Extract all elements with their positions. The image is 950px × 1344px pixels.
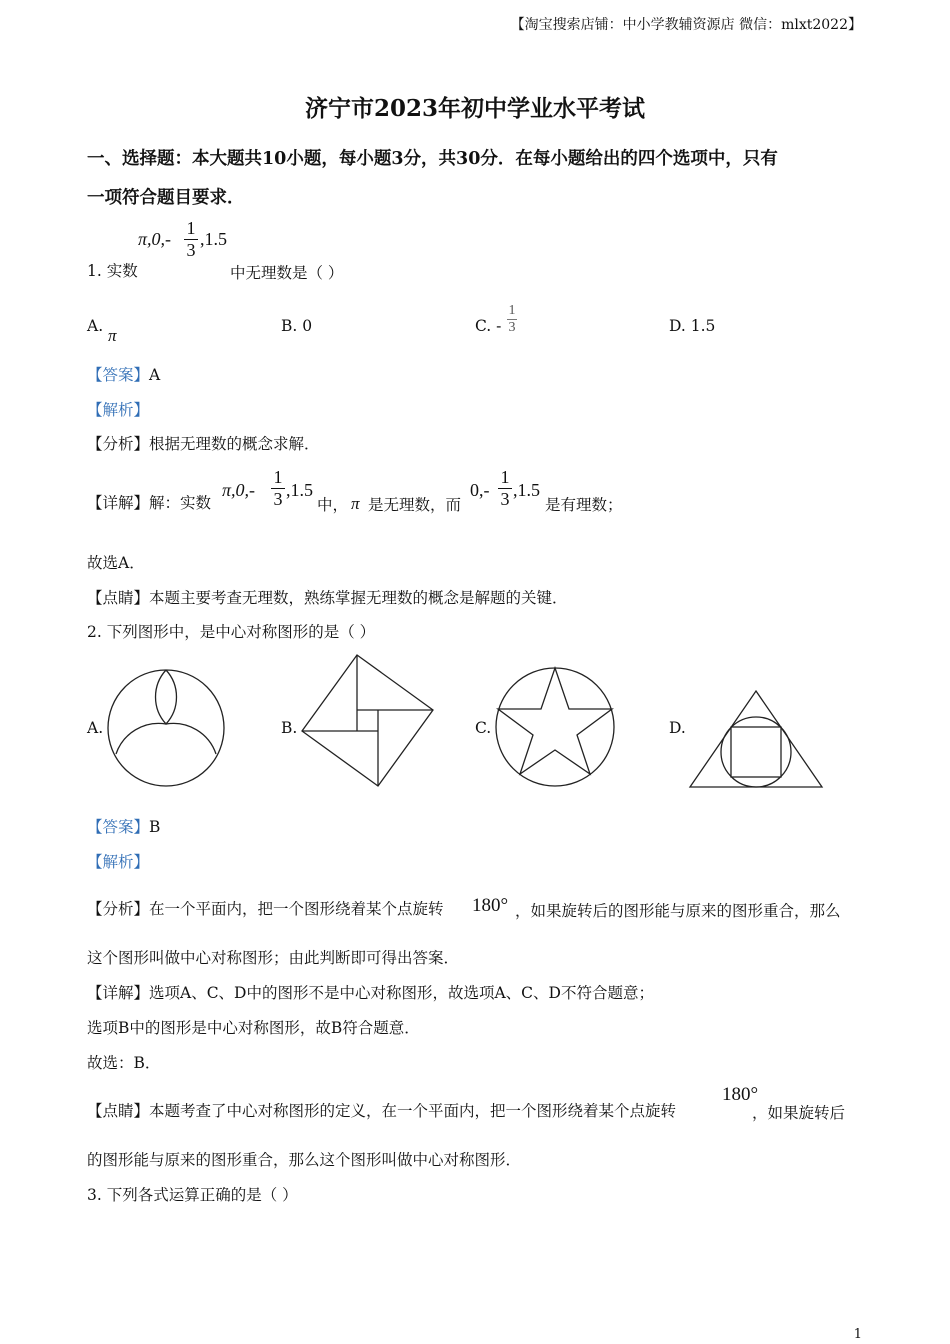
q1-option-a: A.	[87, 317, 104, 335]
q2-figure-a	[106, 668, 226, 788]
q1-stem-prefix: 1. 实数	[87, 262, 138, 280]
q1-xiangjie-suffix: 是有理数；	[545, 496, 623, 514]
q2-fenxi-suffix: ，如果旋转后的图形能与原来的图形重合，那么	[515, 902, 841, 920]
q1-xiangjie-expr1-right: ,1.5	[286, 480, 313, 500]
section-heading-line1: 一、选择题：本大题共10小题，每小题3分，共30分．在每小题给出的四个选项中，只有	[87, 149, 778, 169]
q2-answer-line	[87, 817, 160, 837]
q2-xiangjie1: 【详解】选项A、C、D中的图形不是中心对称图形，故选项A、C、D不符合题意；	[87, 984, 654, 1002]
q2-dianjing-line2: 的图形能与原来的图形重合，那么这个图形叫做中心对称图形．	[87, 1151, 522, 1169]
q2-figure-c	[494, 666, 616, 788]
q1-xiangjie-fraction1: 1 3	[271, 467, 285, 510]
q1-fenxi: 【分析】根据无理数的概念求解．	[87, 435, 320, 453]
header-note: 【淘宝搜索店铺：中小学教辅资源店 微信：mlxt2022】	[510, 17, 862, 33]
q2-guxuan: 故选：B．	[87, 1054, 161, 1072]
q1-guxuan: 故选A．	[87, 554, 145, 572]
q1-xiangjie-expr2-left: 0,-	[470, 480, 490, 500]
q2-dianjing-prefix: 【点睛】本题考查了中心对称图形的定义，在一个平面内，把一个图形绕着某个点旋转	[87, 1102, 677, 1120]
q1-option-a-value: π	[108, 326, 117, 345]
q1-option-c: C. -	[475, 317, 502, 335]
q2-fenxi-prefix: 【分析】在一个平面内，把一个图形绕着某个点旋转	[87, 900, 444, 918]
q2-option-c: C.	[475, 719, 492, 737]
q2-dianjing-suffix: ，如果旋转后	[752, 1104, 846, 1122]
q2-xiangjie2: 选项B中的图形是中心对称图形，故B符合题意．	[87, 1019, 420, 1037]
q2-figure-d	[689, 690, 825, 790]
q1-option-c-fraction: 1 3	[508, 303, 516, 335]
q2-analysis-tag: 【解析】	[87, 853, 150, 871]
q3-stem: 3. 下列各式运算正确的是（ ）	[87, 1186, 298, 1204]
q1-expr-right: ,1.5	[200, 229, 227, 249]
q1-xiangjie-pi: π	[351, 494, 360, 513]
q1-xiangjie-expr1-left: π,0,-	[222, 480, 256, 500]
q2-fenxi-line2: 这个图形叫做中心对称图形；由此判断即可得出答案．	[87, 949, 460, 967]
figure-c-circle	[496, 668, 614, 786]
q1-frac-den: 3	[186, 240, 196, 260]
q1-analysis-tag: 【解析】	[87, 401, 150, 419]
q1-frac-num: 1	[186, 218, 196, 238]
figure-d-triangle	[690, 691, 822, 787]
page-number: 1	[853, 1327, 862, 1342]
q1-xiangjie-mid1: 中，	[317, 496, 349, 514]
q1-dianjing: 【点睛】本题主要考查无理数，熟练掌握无理数的概念是解题的关键．	[87, 589, 568, 607]
q2-dianjing-angle: 180°	[722, 1084, 759, 1105]
q1-xiangjie-prefix: 【详解】解：实数	[87, 494, 212, 512]
q1-option-d: D. 1.5	[669, 317, 716, 335]
q1-xiangjie-fraction2: 1 3	[498, 467, 512, 510]
answer-tag: 【答案】	[87, 366, 150, 384]
q1-xiangjie-expr2-right: ,1.5	[513, 480, 540, 500]
figure-b-square	[302, 655, 433, 786]
q2-option-d: D.	[669, 719, 686, 737]
q1-fraction	[184, 218, 198, 261]
page-title: 济宁市2023年初中学业水平考试	[304, 95, 645, 122]
figure-d-square	[731, 727, 781, 777]
section-heading-line2: 一项符合题目要求．	[87, 188, 245, 208]
q2-option-b: B.	[281, 719, 298, 737]
answer-tag: 【答案】	[87, 818, 150, 836]
q2-option-a: A.	[87, 719, 104, 737]
figure-a-circle	[108, 670, 224, 786]
q1-answer-line	[87, 365, 160, 385]
q1-stem-suffix: 中无理数是（ ）	[230, 264, 344, 282]
q1-expr-left: π,0,-	[138, 229, 172, 249]
q1-option-b: B. 0	[281, 317, 313, 335]
q1-answer: A	[149, 366, 161, 384]
q2-stem: 2. 下列图形中，是中心对称图形的是（ ）	[87, 623, 376, 641]
q1-xiangjie-mid2: 是无理数，而	[368, 496, 462, 514]
q2-figure-b	[300, 653, 436, 789]
q2-answer: B	[149, 818, 161, 836]
q2-fenxi-angle: 180°	[472, 895, 509, 916]
figure-a-arc-top	[156, 670, 177, 724]
